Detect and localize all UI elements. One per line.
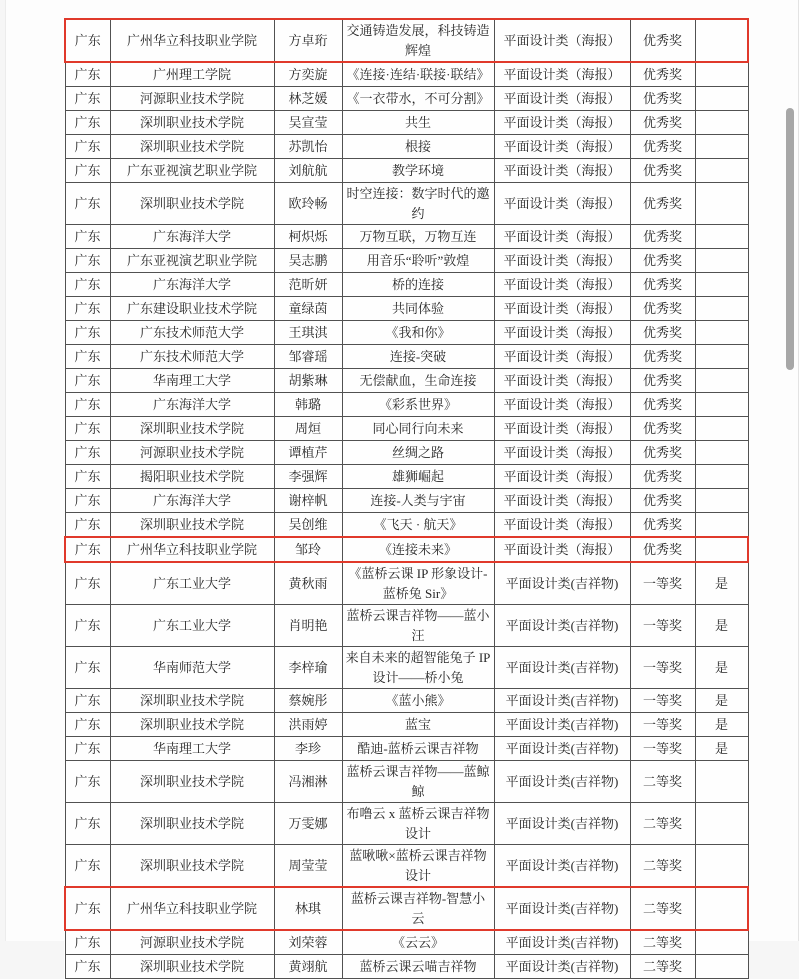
- region-cell: 广东: [65, 273, 110, 297]
- region-cell: 广东: [65, 393, 110, 417]
- school-cell: 广州华立科技职业学院: [110, 19, 274, 62]
- confirm-flag-cell: [695, 62, 748, 87]
- work-title-cell: 蓝桥云课吉祥物——蓝小汪: [342, 605, 494, 647]
- region-cell: 广东: [65, 761, 110, 803]
- entrant-name-cell: 谢梓帆: [274, 489, 342, 513]
- table-row: [65, 689, 748, 713]
- work-title-cell: 教学环境: [342, 159, 494, 183]
- category-cell: 平面设计类(吉祥物): [494, 647, 630, 689]
- confirm-flag-cell: [695, 111, 748, 135]
- work-title-cell: 无偿献血，生命连接: [342, 369, 494, 393]
- work-title-cell: 连接-人类与宇宙: [342, 489, 494, 513]
- award-cell: 优秀奖: [630, 135, 695, 159]
- award-cell: 一等奖: [630, 713, 695, 737]
- entrant-name-cell: 吴志鹏: [274, 249, 342, 273]
- region-cell: 广东: [65, 441, 110, 465]
- entrant-name-cell: 范昕妍: [274, 273, 342, 297]
- table-row: [65, 225, 748, 249]
- table-row: [65, 249, 748, 273]
- award-cell: 二等奖: [630, 930, 695, 955]
- category-cell: 平面设计类（海报）: [494, 87, 630, 111]
- work-title-cell: 蓝桥云课吉祥物——蓝鲸鲸: [342, 761, 494, 803]
- work-title-cell: 桥的连接: [342, 273, 494, 297]
- award-cell: 优秀奖: [630, 19, 695, 62]
- entrant-name-cell: 李强辉: [274, 465, 342, 489]
- school-cell: 深圳职业技术学院: [110, 111, 274, 135]
- entrant-name-cell: 吴创维: [274, 513, 342, 538]
- award-cell: 二等奖: [630, 955, 695, 979]
- category-cell: 平面设计类（海报）: [494, 393, 630, 417]
- category-cell: 平面设计类（海报）: [494, 111, 630, 135]
- work-title-cell: 用音乐“聆听”敦煌: [342, 249, 494, 273]
- award-cell: 优秀奖: [630, 369, 695, 393]
- category-cell: 平面设计类（海报）: [494, 273, 630, 297]
- award-cell: 优秀奖: [630, 249, 695, 273]
- table-row: [65, 562, 748, 605]
- award-cell: 优秀奖: [630, 273, 695, 297]
- entrant-name-cell: 黄翊航: [274, 955, 342, 979]
- work-title-cell: 交通铸造发展，科技铸造辉煌: [342, 19, 494, 62]
- confirm-flag-cell: [695, 761, 748, 803]
- confirm-flag-cell: [695, 273, 748, 297]
- region-cell: 广东: [65, 537, 110, 562]
- confirm-flag-cell: [695, 159, 748, 183]
- table-row: [65, 19, 748, 62]
- work-title-cell: 共生: [342, 111, 494, 135]
- school-cell: 深圳职业技术学院: [110, 135, 274, 159]
- work-title-cell: 蓝桥云课吉祥物-智慧小云: [342, 887, 494, 930]
- school-cell: 华南师范大学: [110, 647, 274, 689]
- region-cell: 广东: [65, 737, 110, 761]
- entrant-name-cell: 苏凯怡: [274, 135, 342, 159]
- category-cell: 平面设计类(吉祥物): [494, 689, 630, 713]
- work-title-cell: 根接: [342, 135, 494, 159]
- school-cell: 揭阳职业技术学院: [110, 465, 274, 489]
- category-cell: 平面设计类(吉祥物): [494, 713, 630, 737]
- entrant-name-cell: 邹睿瑶: [274, 345, 342, 369]
- award-cell: 优秀奖: [630, 513, 695, 538]
- school-cell: 华南理工大学: [110, 737, 274, 761]
- region-cell: 广东: [65, 62, 110, 87]
- region-cell: 广东: [65, 19, 110, 62]
- work-title-cell: 蓝宝: [342, 713, 494, 737]
- entrant-name-cell: 刘荣蓉: [274, 930, 342, 955]
- entrant-name-cell: 韩璐: [274, 393, 342, 417]
- school-cell: 河源职业技术学院: [110, 930, 274, 955]
- award-cell: 优秀奖: [630, 183, 695, 225]
- confirm-flag-cell: [695, 537, 748, 562]
- work-title-cell: 《蓝桥云课 IP 形象设计-蓝桥兔 Sir》: [342, 562, 494, 605]
- table-row: [65, 62, 748, 87]
- entrant-name-cell: 万雯娜: [274, 803, 342, 845]
- confirm-flag-cell: [695, 803, 748, 845]
- award-cell: 优秀奖: [630, 537, 695, 562]
- award-cell: 一等奖: [630, 647, 695, 689]
- region-cell: 广东: [65, 345, 110, 369]
- category-cell: 平面设计类（海报）: [494, 159, 630, 183]
- category-cell: 平面设计类（海报）: [494, 369, 630, 393]
- entrant-name-cell: 洪雨婷: [274, 713, 342, 737]
- entrant-name-cell: 欧玲畅: [274, 183, 342, 225]
- table-row: [65, 489, 748, 513]
- school-cell: 河源职业技术学院: [110, 441, 274, 465]
- work-title-cell: 万物互联，万物互连: [342, 225, 494, 249]
- school-cell: 广州理工学院: [110, 62, 274, 87]
- award-cell: 二等奖: [630, 845, 695, 888]
- region-cell: 广东: [65, 159, 110, 183]
- category-cell: 平面设计类（海报）: [494, 441, 630, 465]
- category-cell: 平面设计类(吉祥物): [494, 955, 630, 979]
- award-cell: 优秀奖: [630, 159, 695, 183]
- category-cell: 平面设计类(吉祥物): [494, 605, 630, 647]
- table-row: [65, 297, 748, 321]
- entrant-name-cell: 肖明艳: [274, 605, 342, 647]
- entrant-name-cell: 林芝媛: [274, 87, 342, 111]
- entrant-name-cell: 李珍: [274, 737, 342, 761]
- region-cell: 广东: [65, 955, 110, 979]
- award-cell: 优秀奖: [630, 62, 695, 87]
- school-cell: 广东亚视演艺职业学院: [110, 249, 274, 273]
- confirm-flag-cell: 是: [695, 737, 748, 761]
- work-title-cell: 同心同行向未来: [342, 417, 494, 441]
- category-cell: 平面设计类（海报）: [494, 513, 630, 538]
- region-cell: 广东: [65, 489, 110, 513]
- confirm-flag-cell: 是: [695, 689, 748, 713]
- award-cell: 优秀奖: [630, 87, 695, 111]
- school-cell: 广东技术师范大学: [110, 345, 274, 369]
- confirm-flag-cell: 是: [695, 605, 748, 647]
- award-cell: 一等奖: [630, 689, 695, 713]
- table-row: [65, 111, 748, 135]
- category-cell: 平面设计类（海报）: [494, 345, 630, 369]
- entrant-name-cell: 周烜: [274, 417, 342, 441]
- work-title-cell: 《连接未来》: [342, 537, 494, 562]
- confirm-flag-cell: [695, 135, 748, 159]
- school-cell: 深圳职业技术学院: [110, 803, 274, 845]
- scrollbar-thumb[interactable]: [786, 108, 794, 370]
- table-row: [65, 465, 748, 489]
- table-row: [65, 955, 748, 979]
- table-row: [65, 393, 748, 417]
- work-title-cell: 时空连接：数字时代的邀约: [342, 183, 494, 225]
- category-cell: 平面设计类(吉祥物): [494, 930, 630, 955]
- entrant-name-cell: 冯湘淋: [274, 761, 342, 803]
- school-cell: 深圳职业技术学院: [110, 513, 274, 538]
- entrant-name-cell: 林琪: [274, 887, 342, 930]
- school-cell: 广州华立科技职业学院: [110, 537, 274, 562]
- confirm-flag-cell: [695, 441, 748, 465]
- region-cell: 广东: [65, 647, 110, 689]
- category-cell: 平面设计类（海报）: [494, 183, 630, 225]
- school-cell: 广东海洋大学: [110, 273, 274, 297]
- school-cell: 深圳职业技术学院: [110, 761, 274, 803]
- confirm-flag-cell: [695, 225, 748, 249]
- award-cell: 优秀奖: [630, 345, 695, 369]
- region-cell: 广东: [65, 417, 110, 441]
- category-cell: 平面设计类(吉祥物): [494, 761, 630, 803]
- region-cell: 广东: [65, 225, 110, 249]
- confirm-flag-cell: [695, 465, 748, 489]
- award-cell: 优秀奖: [630, 225, 695, 249]
- region-cell: 广东: [65, 713, 110, 737]
- school-cell: 深圳职业技术学院: [110, 955, 274, 979]
- table-row: [65, 159, 748, 183]
- confirm-flag-cell: 是: [695, 647, 748, 689]
- confirm-flag-cell: [695, 489, 748, 513]
- confirm-flag-cell: [695, 345, 748, 369]
- region-cell: 广东: [65, 465, 110, 489]
- region-cell: 广东: [65, 930, 110, 955]
- table-row: [65, 183, 748, 225]
- work-title-cell: 《彩系世界》: [342, 393, 494, 417]
- confirm-flag-cell: [695, 887, 748, 930]
- table-row: [65, 321, 748, 345]
- confirm-flag-cell: [695, 393, 748, 417]
- table-row: [65, 930, 748, 955]
- awards-table: [64, 18, 749, 979]
- category-cell: 平面设计类(吉祥物): [494, 562, 630, 605]
- award-cell: 优秀奖: [630, 465, 695, 489]
- region-cell: 广东: [65, 321, 110, 345]
- category-cell: 平面设计类（海报）: [494, 489, 630, 513]
- work-title-cell: 《飞天 · 航天》: [342, 513, 494, 538]
- confirm-flag-cell: [695, 321, 748, 345]
- work-title-cell: 《一衣带水，不可分割》: [342, 87, 494, 111]
- confirm-flag-cell: [695, 513, 748, 538]
- work-title-cell: 雄狮崛起: [342, 465, 494, 489]
- category-cell: 平面设计类（海报）: [494, 19, 630, 62]
- school-cell: 广东建设职业技术学院: [110, 297, 274, 321]
- entrant-name-cell: 柯炽烁: [274, 225, 342, 249]
- school-cell: 广东海洋大学: [110, 393, 274, 417]
- table-row: [65, 345, 748, 369]
- region-cell: 广东: [65, 111, 110, 135]
- region-cell: 广东: [65, 297, 110, 321]
- entrant-name-cell: 邹玲: [274, 537, 342, 562]
- confirm-flag-cell: [695, 369, 748, 393]
- table-row: [65, 369, 748, 393]
- category-cell: 平面设计类（海报）: [494, 249, 630, 273]
- award-cell: 优秀奖: [630, 111, 695, 135]
- table-row: [65, 87, 748, 111]
- work-title-cell: 《我和你》: [342, 321, 494, 345]
- work-title-cell: 共同体验: [342, 297, 494, 321]
- table-row: [65, 441, 748, 465]
- table-row: [65, 273, 748, 297]
- entrant-name-cell: 吴宣莹: [274, 111, 342, 135]
- work-title-cell: 丝绸之路: [342, 441, 494, 465]
- award-cell: 优秀奖: [630, 321, 695, 345]
- award-cell: 二等奖: [630, 803, 695, 845]
- category-cell: 平面设计类（海报）: [494, 465, 630, 489]
- school-cell: 深圳职业技术学院: [110, 689, 274, 713]
- confirm-flag-cell: [695, 417, 748, 441]
- school-cell: 广东海洋大学: [110, 489, 274, 513]
- entrant-name-cell: 李梓瑜: [274, 647, 342, 689]
- confirm-flag-cell: [695, 183, 748, 225]
- confirm-flag-cell: [695, 297, 748, 321]
- work-title-cell: 蓝啾啾×蓝桥云课吉祥物设计: [342, 845, 494, 888]
- category-cell: 平面设计类(吉祥物): [494, 845, 630, 888]
- scrollbar-track[interactable]: [784, 0, 796, 941]
- award-cell: 优秀奖: [630, 489, 695, 513]
- region-cell: 广东: [65, 135, 110, 159]
- work-title-cell: 来自未来的超智能兔子 IP 设计——桥小兔: [342, 647, 494, 689]
- table-row: [65, 135, 748, 159]
- entrant-name-cell: 黄秋雨: [274, 562, 342, 605]
- confirm-flag-cell: 是: [695, 562, 748, 605]
- region-cell: 广东: [65, 562, 110, 605]
- category-cell: 平面设计类（海报）: [494, 225, 630, 249]
- confirm-flag-cell: [695, 955, 748, 979]
- entrant-name-cell: 谭植芹: [274, 441, 342, 465]
- table-row: [65, 737, 748, 761]
- work-title-cell: 《连接·连结·联接·联结》: [342, 62, 494, 87]
- confirm-flag-cell: [695, 19, 748, 62]
- category-cell: 平面设计类（海报）: [494, 62, 630, 87]
- entrant-name-cell: 刘航航: [274, 159, 342, 183]
- award-cell: 一等奖: [630, 737, 695, 761]
- work-title-cell: 《蓝小熊》: [342, 689, 494, 713]
- school-cell: 广东工业大学: [110, 562, 274, 605]
- region-cell: 广东: [65, 87, 110, 111]
- region-cell: 广东: [65, 513, 110, 538]
- region-cell: 广东: [65, 369, 110, 393]
- school-cell: 广东亚视演艺职业学院: [110, 159, 274, 183]
- confirm-flag-cell: [695, 87, 748, 111]
- school-cell: 深圳职业技术学院: [110, 417, 274, 441]
- school-cell: 深圳职业技术学院: [110, 713, 274, 737]
- confirm-flag-cell: [695, 930, 748, 955]
- entrant-name-cell: 胡紫琳: [274, 369, 342, 393]
- region-cell: 广东: [65, 845, 110, 888]
- award-cell: 优秀奖: [630, 393, 695, 417]
- school-cell: 深圳职业技术学院: [110, 183, 274, 225]
- entrant-name-cell: 周莹莹: [274, 845, 342, 888]
- category-cell: 平面设计类(吉祥物): [494, 737, 630, 761]
- table-row: [65, 713, 748, 737]
- confirm-flag-cell: [695, 249, 748, 273]
- category-cell: 平面设计类（海报）: [494, 321, 630, 345]
- category-cell: 平面设计类（海报）: [494, 297, 630, 321]
- region-cell: 广东: [65, 605, 110, 647]
- table-row: [65, 761, 748, 803]
- document-page: [5, 0, 799, 974]
- award-cell: 二等奖: [630, 761, 695, 803]
- school-cell: 深圳职业技术学院: [110, 845, 274, 888]
- school-cell: 广东工业大学: [110, 605, 274, 647]
- award-cell: 二等奖: [630, 887, 695, 930]
- entrant-name-cell: 方奕旋: [274, 62, 342, 87]
- table-row: [65, 803, 748, 845]
- region-cell: 广东: [65, 803, 110, 845]
- award-cell: 优秀奖: [630, 417, 695, 441]
- table-row: [65, 845, 748, 888]
- school-cell: 华南理工大学: [110, 369, 274, 393]
- region-cell: 广东: [65, 887, 110, 930]
- work-title-cell: 《云云》: [342, 930, 494, 955]
- entrant-name-cell: 蔡婉彤: [274, 689, 342, 713]
- category-cell: 平面设计类（海报）: [494, 135, 630, 159]
- table-row: [65, 647, 748, 689]
- region-cell: 广东: [65, 183, 110, 225]
- school-cell: 广东海洋大学: [110, 225, 274, 249]
- category-cell: 平面设计类（海报）: [494, 537, 630, 562]
- category-cell: 平面设计类（海报）: [494, 417, 630, 441]
- entrant-name-cell: 方卓珩: [274, 19, 342, 62]
- entrant-name-cell: 王琪淇: [274, 321, 342, 345]
- work-title-cell: 蓝桥云课云喵吉祥物: [342, 955, 494, 979]
- entrant-name-cell: 童绿茵: [274, 297, 342, 321]
- table-row: [65, 417, 748, 441]
- category-cell: 平面设计类(吉祥物): [494, 803, 630, 845]
- award-cell: 优秀奖: [630, 441, 695, 465]
- table-row: [65, 887, 748, 930]
- school-cell: 河源职业技术学院: [110, 87, 274, 111]
- region-cell: 广东: [65, 249, 110, 273]
- region-cell: 广东: [65, 689, 110, 713]
- confirm-flag-cell: 是: [695, 713, 748, 737]
- confirm-flag-cell: [695, 845, 748, 888]
- work-title-cell: 连接-突破: [342, 345, 494, 369]
- work-title-cell: 布噜云 x 蓝桥云课吉祥物设计: [342, 803, 494, 845]
- award-cell: 一等奖: [630, 605, 695, 647]
- table-row: [65, 537, 748, 562]
- awards-table-body: [65, 19, 748, 979]
- table-row: [65, 605, 748, 647]
- work-title-cell: 酷迪-蓝桥云课吉祥物: [342, 737, 494, 761]
- category-cell: 平面设计类(吉祥物): [494, 887, 630, 930]
- school-cell: 广东技术师范大学: [110, 321, 274, 345]
- school-cell: 广州华立科技职业学院: [110, 887, 274, 930]
- award-cell: 一等奖: [630, 562, 695, 605]
- table-row: [65, 513, 748, 538]
- award-cell: 优秀奖: [630, 297, 695, 321]
